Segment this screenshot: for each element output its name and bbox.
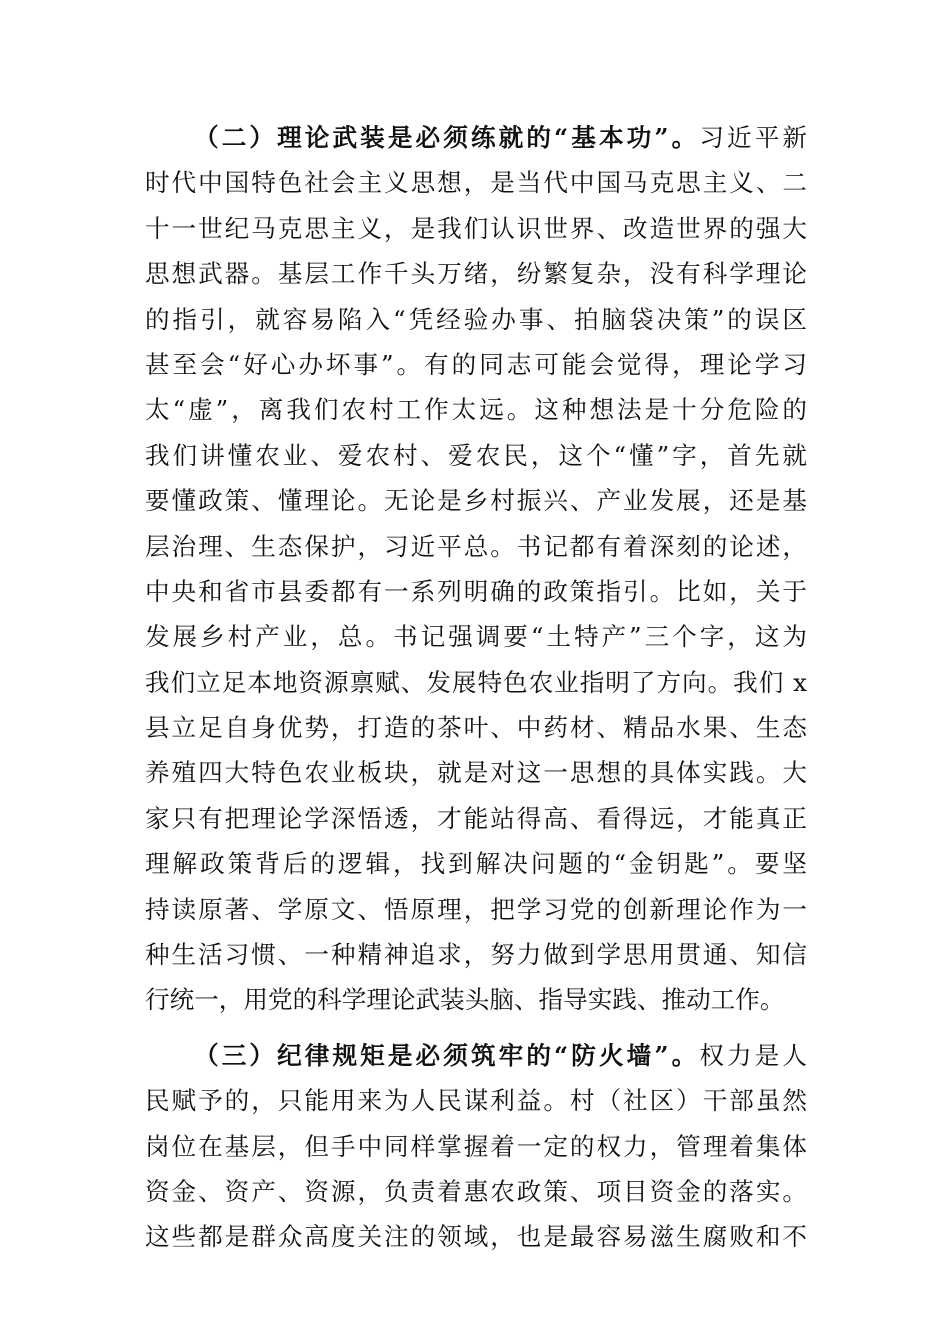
text-line: 资金、资产、资源，负责着惠农政策、项目资金的落实。 xyxy=(145,1176,807,1206)
text-line: 行统一，用党的科学理论武装头脑、指导实践、推动工作。 xyxy=(145,985,785,1015)
text-line: 层治理、生态保护，习近平总。书记都有着深刻的论述， xyxy=(145,531,807,561)
text-line: 这些都是群众高度关注的领域，也是最容易滋生腐败和不 xyxy=(145,1222,807,1252)
body-text xyxy=(145,115,807,1260)
text-line: 民赋予的，只能用来为人民谋利益。村（社区）干部虽然 xyxy=(145,1086,807,1116)
text-line: 发展乡村产业，总。书记强调要“土特产”三个字，这为 xyxy=(145,622,807,652)
section-heading: （三）纪律规矩是必须筑牢的“防火墙”。 xyxy=(194,1040,700,1070)
text-line: 中央和省市县委都有一系列明确的政策指引。比如，关于 xyxy=(145,576,807,606)
text-line: 家只有把理论学深悟透，才能站得高、看得远，才能真正 xyxy=(145,803,807,833)
text-line: 的指引，就容易陷入“凭经验办事、拍脑袋决策”的误区 xyxy=(145,304,807,334)
paragraph-first-line xyxy=(145,1033,807,1078)
text-fragment: 权力是人 xyxy=(699,1040,807,1070)
text-line: 时代中国特色社会主义思想，是当代中国马克思主义、二 xyxy=(145,168,807,198)
text-line: 太“虚”，离我们农村工作太远。这种想法是十分危险的 xyxy=(145,395,807,425)
text-line: 思想武器。基层工作千头万绪，纷繁复杂，没有科学理论 xyxy=(145,259,807,289)
text-line: 我们讲懂农业、爱农村、爱农民，这个“懂”字，首先就 xyxy=(145,440,807,470)
text-line: 我们立足本地资源禀赋、发展特色农业指明了方向。我们 x xyxy=(145,667,807,697)
text-line: 种生活习惯、一种精神追求，努力做到学思用贯通、知信 xyxy=(145,940,807,970)
text-line: 岗位在基层，但手中同样掌握着一定的权力，管理着集体 xyxy=(145,1131,807,1161)
text-fragment: 习近平新 xyxy=(699,123,807,152)
text-line: 养殖四大特色农业板块，就是对这一思想的具体实践。大 xyxy=(145,758,807,788)
text-line: 甚至会“好心办坏事”。有的同志可能会觉得，理论学习 xyxy=(145,349,807,379)
text-line: 持读原著、学原文、悟原理，把学习党的创新理论作为一 xyxy=(145,894,807,924)
text-line: 理解政策背后的逻辑，找到解决问题的“金钥匙”。要坚 xyxy=(145,849,807,879)
paragraph-spacer xyxy=(145,1023,807,1033)
paragraph-discipline xyxy=(145,1033,807,1260)
text-line: 要懂政策、懂理论。无论是乡村振兴、产业发展，还是基 xyxy=(145,486,807,516)
section-heading: （二）理论武装是必须练就的“基本功”。 xyxy=(194,123,700,152)
text-line: 十一世纪马克思主义，是我们认识世界、改造世界的强大 xyxy=(145,213,807,243)
paragraph-theory xyxy=(145,115,807,1023)
paragraph-first-line xyxy=(145,115,807,160)
text-line: 县立足自身优势，打造的茶叶、中药材、精品水果、生态 xyxy=(145,713,807,743)
